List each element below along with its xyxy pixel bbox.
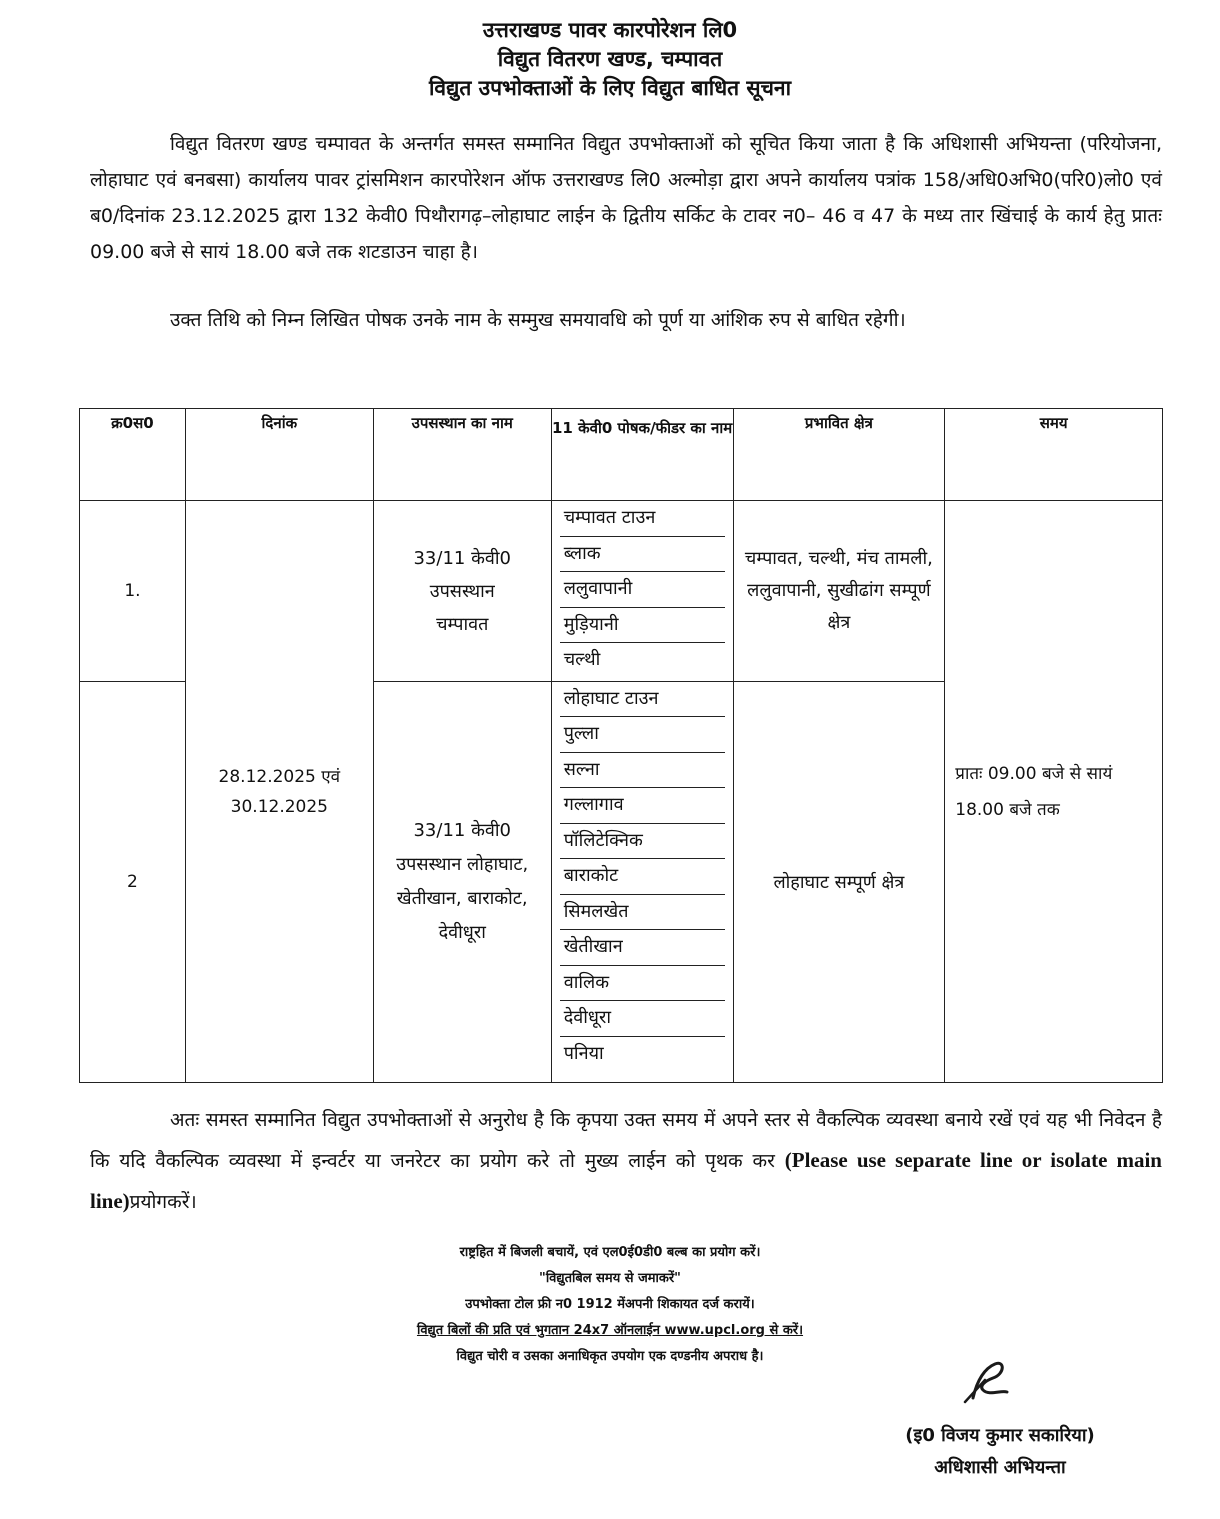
table-header-row bbox=[80, 409, 1163, 501]
signature-block bbox=[860, 1420, 1140, 1484]
feeder-item: चल्थी bbox=[563, 649, 601, 671]
table-row bbox=[80, 501, 1163, 682]
feeder-item: पुल्ला bbox=[560, 717, 725, 753]
feeder-cell bbox=[551, 501, 733, 682]
feeder-item: मुड़ियानी bbox=[560, 608, 725, 644]
feeder-item: लोहाघाट टाउन bbox=[560, 682, 725, 718]
request-suffix: प्रयोगकरें। bbox=[129, 1191, 197, 1213]
division-name: विद्युत वितरण खण्ड, चम्पावत bbox=[497, 47, 723, 71]
feeder-item: खेतीखान bbox=[560, 930, 725, 966]
letterhead bbox=[0, 16, 1220, 103]
footer-line: उपभोक्ता टोल फ्री न0 1912 मेंअपनी शिकायत दर्ज करायें। bbox=[465, 1297, 755, 1312]
header-date: दिनांक bbox=[185, 409, 373, 501]
notice-title: विद्युत उपभोक्ताओं के लिए विद्युत बाधित सूचना bbox=[428, 76, 792, 100]
company-name: उत्तराखण्ड पावर कारपोरेशन लि0 bbox=[482, 18, 738, 42]
signatory-designation: अधिशासी अभियन्ता bbox=[934, 1457, 1066, 1478]
feeder-item: ब्लाक bbox=[560, 537, 725, 573]
feeder-list bbox=[552, 682, 733, 1072]
feeder-item: देवीधूरा bbox=[560, 1001, 725, 1037]
substation-cell: 33/11 केवी0 उपसस्थान चम्पावत bbox=[373, 501, 551, 682]
feeder-item: ललुवापानी bbox=[560, 572, 725, 608]
feeder-item: वालिक bbox=[560, 966, 725, 1002]
header-time: समय bbox=[945, 409, 1163, 501]
footer-notes bbox=[0, 1240, 1220, 1370]
feeder-item: पनिया bbox=[563, 1042, 604, 1064]
feeder-item: सिमलखेत bbox=[560, 895, 725, 931]
feeder-list bbox=[552, 501, 733, 678]
feeder-item: गल्लागाव bbox=[560, 788, 725, 824]
row-sno: 1. bbox=[80, 501, 186, 682]
area-cell: चम्पावत, चल्थी, मंच तामली, ललुवापानी, सुखीढांग सम्पूर्ण क्षेत्र bbox=[733, 501, 945, 682]
request-hindi: अतः समस्त सम्मानित विद्युत उपभोक्ताओं से अनुरोध है कि कृपया उक्त समय में अपने स्तर से वैकल्पिक व्यवस्था बनाये रखें एवं यह भी निवेदन है कि यदि वैकल्पिक व्यवस्था में इन्वर्टर या जनरेटर का प्रयोग करे तो मुख्य लाईन को पृथक कर bbox=[90, 1109, 1162, 1172]
header-sno: क्र0स0 bbox=[80, 409, 186, 501]
signature-mark bbox=[955, 1350, 1015, 1410]
footer-line: विद्युत चोरी व उसका अनाधिकृत उपयोग एक दण्डनीय अपराध है। bbox=[456, 1349, 764, 1364]
affected-paragraph: उक्त तिथि को निम्न लिखित पोषक उनके नाम के सम्मुख समयावधि को पूर्ण या आंशिक रुप से बाधित रहेगी। bbox=[170, 309, 906, 331]
shutdown-table bbox=[79, 408, 1163, 1083]
substation-cell: 33/11 केवी0 उपसस्थान लोहाघाट, खेतीखान, बाराकोट, देवीधूरा bbox=[373, 681, 551, 1082]
area-cell: लोहाघाट सम्पूर्ण क्षेत्र bbox=[733, 681, 945, 1082]
footer-line: "विद्युतबिल समय से जमाकरें" bbox=[539, 1271, 681, 1286]
intro-paragraph: विद्युत वितरण खण्ड चम्पावत के अन्तर्गत समस्त सम्मानित विद्युत उपभोक्ताओं को सूचित किया जाता है कि अधिशासी अभियन्ता (परियोजना, लोहाघाट एवं बनबसा) कार्यालय पावर ट्रांसमिशन कारपोरेशन ऑफ उत्तराखण्ड लि0 अल्मोड़ा द्वारा अपने कार्यालय पत्रांक 158/अधि0अभि0(परि0)लो0 एवं ब0/दिनांक 23.12.2025 द्वारा 132 केवी0 पिथौरागढ़–लोहाघाट लाईन के द्वितीय सर्किट के टावर न0– 46 व 47 के मध्य तार खिंचाई के कार्य हेतु प्रातः 09.00 बजे से सायं 18.00 बजे तक शटडाउन चाहा है। bbox=[90, 133, 1162, 263]
time-cell: प्रातः 09.00 बजे से सायं 18.00 बजे तक bbox=[945, 501, 1163, 1083]
footer-line: विद्युत बिलों की प्रति एवं भुगतान 24x7 ऑनलाईन www.upcl.org से करें। bbox=[416, 1323, 804, 1338]
header-substation: उपसस्थान का नाम bbox=[373, 409, 551, 501]
feeder-cell bbox=[551, 681, 733, 1082]
feeder-item: चम्पावत टाउन bbox=[560, 501, 725, 537]
feeder-item: पॉलिटेक्निक bbox=[560, 824, 725, 860]
row-sno: 2 bbox=[80, 681, 186, 1082]
request-paragraph bbox=[90, 1100, 1162, 1222]
footer-line: राष्ट्रहित में बिजली बचायें, एवं एल0ई0डी0 बल्ब का प्रयोग करें। bbox=[459, 1245, 761, 1260]
feeder-item: बाराकोट bbox=[560, 859, 725, 895]
feeder-item: सल्ना bbox=[560, 753, 725, 789]
header-feeder: 11 केवी0 पोषक/फीडर का नाम bbox=[551, 409, 733, 501]
signatory-name: (इ0 विजय कुमार सकारिया) bbox=[905, 1425, 1095, 1446]
date-cell: 28.12.2025 एवं 30.12.2025 bbox=[185, 501, 373, 1083]
request-english: (Please use separate line or isolate main line) bbox=[90, 1148, 1162, 1213]
header-area: प्रभावित क्षेत्र bbox=[733, 409, 945, 501]
